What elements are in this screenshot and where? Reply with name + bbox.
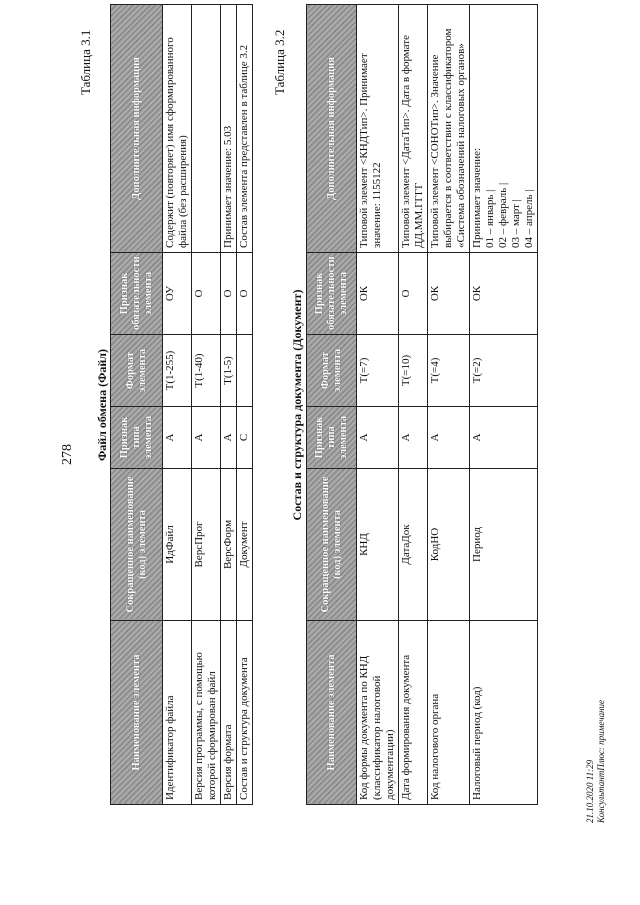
table-cell: ДатаДок: [399, 469, 428, 621]
table-cell: О: [237, 253, 253, 335]
header-cell: Сокращенное наименование (код) элемента: [307, 469, 357, 621]
table-row: [192, 5, 221, 805]
table-cell: ОК: [357, 253, 399, 335]
table-header-row: [307, 5, 357, 805]
table-cell: ОУ: [163, 253, 192, 335]
header-cell: Наименование элемента: [307, 621, 357, 805]
table-cell: КодНО: [428, 469, 470, 621]
table-cell: ОК: [428, 253, 470, 335]
table-cell: Версия программы, с помощью которой сформирован файл: [192, 621, 221, 805]
table-row: [237, 5, 253, 805]
table-cell: Период: [470, 469, 538, 621]
table-cell: Принимает значение: 01 – январь | 02 – февраль | 03 – март | 04 – апрель |: [470, 5, 538, 253]
header-cell: Признак обязательности элемента: [307, 253, 357, 335]
table-cell: Версия формата: [221, 621, 237, 805]
header-cell: Формат элемента: [307, 335, 357, 407]
table-row: [357, 5, 399, 805]
header-cell: Дополнительная информация: [307, 5, 357, 253]
table-cell: Т(=4): [428, 335, 470, 407]
table-cell: Состав и структура документа: [237, 621, 253, 805]
table-cell: ВерсПрог: [192, 469, 221, 621]
table-cell: Т(1-255): [163, 335, 192, 407]
header-cell: Признак обязательности элемента: [111, 253, 163, 335]
table-cell: О: [192, 253, 221, 335]
header-cell: Сокращенное наименование (код) элемента: [111, 469, 163, 621]
table-cell: Состав элемента представлен в таблице 3.2: [237, 5, 253, 253]
table-3-1: [110, 4, 253, 805]
table-cell: Т(=2): [470, 335, 538, 407]
table-cell: Т(1-40): [192, 335, 221, 407]
table-cell: Содержит (повторяет) имя сформированного файла (без расширения): [163, 5, 192, 253]
table-cell: Типовой элемент <ДатаТип>. Дата в формате ДД.ММ.ГГГГ: [399, 5, 428, 253]
table-cell: ОК: [470, 253, 538, 335]
table-row: [428, 5, 470, 805]
table-cell: А: [428, 407, 470, 469]
table-cell: Налоговый период (код): [470, 621, 538, 805]
table-cell: Т(1-5): [221, 335, 237, 407]
table-cell: А: [192, 407, 221, 469]
table-cell: [237, 335, 253, 407]
table-cell: А: [163, 407, 192, 469]
table-cell: Т(=10): [399, 335, 428, 407]
header-cell: Признак типа элемента: [111, 407, 163, 469]
header-cell: Признак типа элемента: [307, 407, 357, 469]
table-cell: ИдФайл: [163, 469, 192, 621]
table-cell: КНД: [357, 469, 399, 621]
print-stamp: [585, 700, 607, 823]
table-cell: [192, 5, 221, 253]
table-cell: А: [357, 407, 399, 469]
table-header-row: [111, 5, 163, 805]
header-cell: Формат элемента: [111, 335, 163, 407]
table-cell: Т(=7): [357, 335, 399, 407]
stamp-source: КонсультантПлюс: примечание: [596, 699, 606, 823]
table-cell: Документ: [237, 469, 253, 621]
table-row: [399, 5, 428, 805]
table-row: [163, 5, 192, 805]
table-cell: Код формы документа по КНД (классификатор налоговой документации): [357, 621, 399, 805]
table-cell: А: [470, 407, 538, 469]
header-cell: Дополнительная информация: [111, 5, 163, 253]
stamp-date: 21.10.2020 11:29: [585, 759, 595, 823]
table-cell: Принимает значение: 5.03: [221, 5, 237, 253]
header-cell: Наименование элемента: [111, 621, 163, 805]
table-cell: А: [399, 407, 428, 469]
table-cell: Идентификатор файла: [163, 621, 192, 805]
table-cell: С: [237, 407, 253, 469]
table-3-1-title: Файл обмена (Файл): [95, 348, 109, 462]
table-row: [221, 5, 237, 805]
table-3-2-label: Таблица 3.2: [272, 29, 287, 95]
page-number: 278: [60, 444, 75, 465]
table-cell: Типовой элемент <СОНОТип>. Значение выбирается в соответствии с классификатором «Система обозначений налоговых органов»: [428, 5, 470, 253]
table-cell: Типовой элемент <КНДТип>. Принимает значение: 1155122: [357, 5, 399, 253]
table-3-2: [306, 4, 538, 805]
table-3-2-title: Состав и структура документа (Документ): [290, 289, 304, 521]
table-cell: А: [221, 407, 237, 469]
table-cell: Дата формирования документа: [399, 621, 428, 805]
table-cell: О: [221, 253, 237, 335]
table-cell: ВерсФорм: [221, 469, 237, 621]
table-row: [470, 5, 538, 805]
table-3-1-label: Таблица 3.1: [78, 29, 93, 95]
table-cell: Код налогового органа: [428, 621, 470, 805]
table-cell: О: [399, 253, 428, 335]
